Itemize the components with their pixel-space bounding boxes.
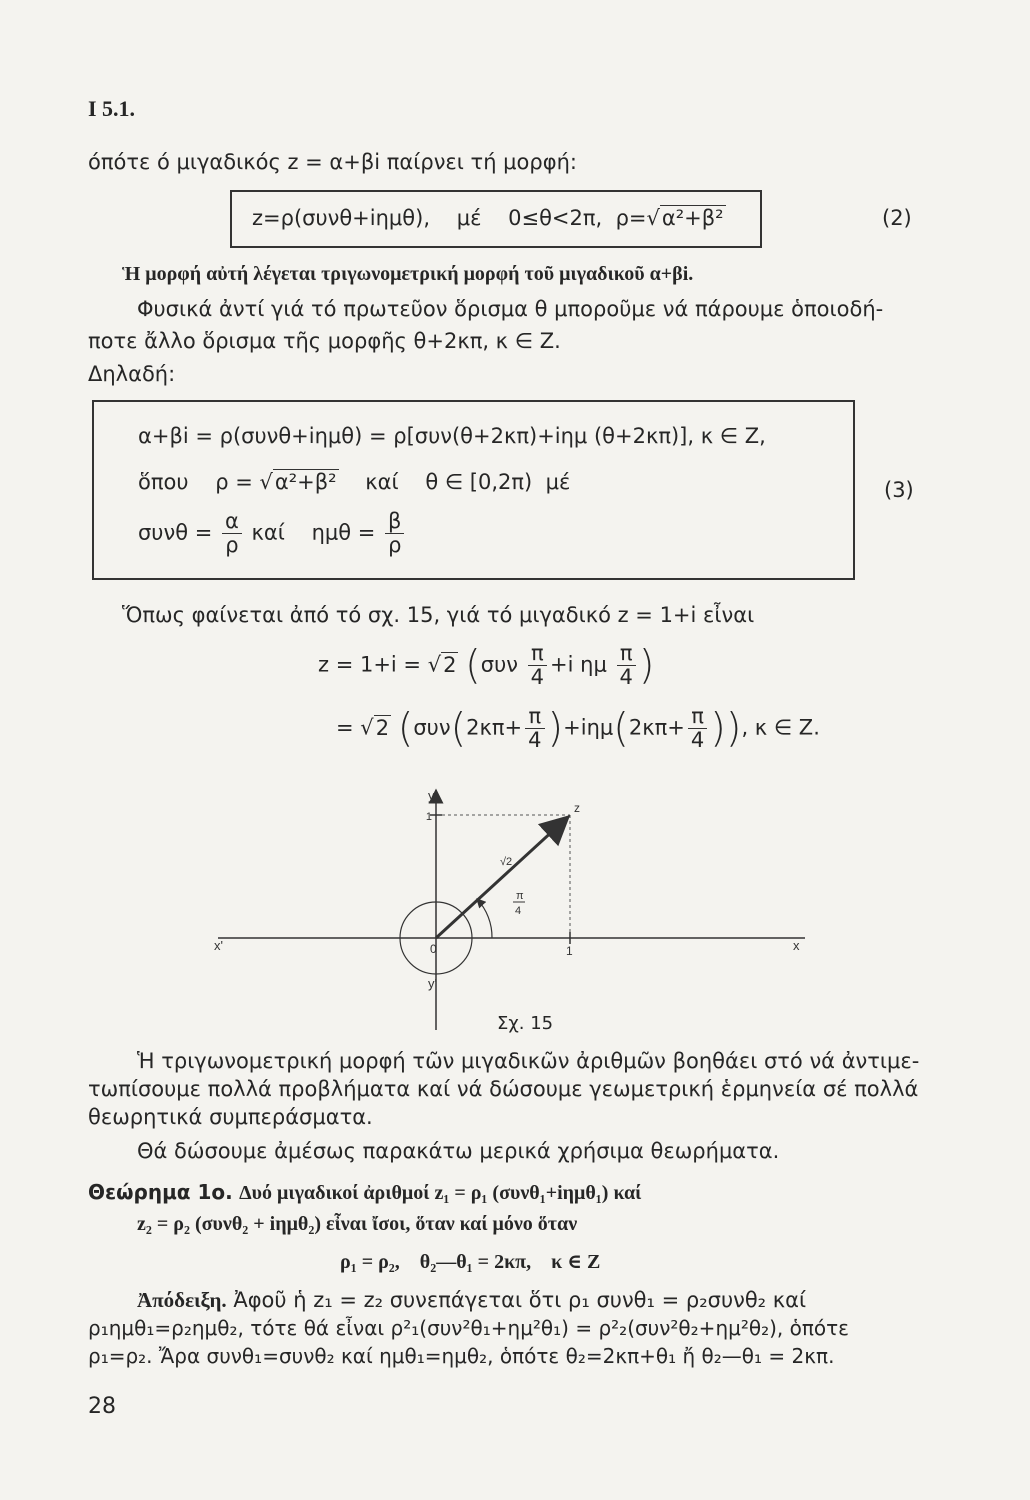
eq3-sin-den: ρ	[388, 533, 402, 558]
intro-line: όπότε ό μιγαδικός z = α+βi παίρνει τή μορφή:	[88, 150, 577, 174]
left-paren: (	[450, 705, 467, 752]
example-twokpi: 2κπ+	[466, 715, 523, 740]
eq3-sin-and: καί	[251, 520, 285, 545]
para1-line1: Φυσικά ἀντί γιά τό πρωτεῦον ὅρισμα θ μποροῦμε νά πάρουμε ὁποιοδή-	[137, 297, 884, 321]
example-l2-eq: =	[336, 715, 354, 740]
eq3-cos-fraction	[222, 510, 242, 557]
eq2-root: α²+β²	[661, 206, 724, 230]
proof-text1: Ἀφοῦ ἡ z₁ = z₂ συνεπάγεται ὅτι ρ₁ συνθ₁ = ρ₂συνθ₂ καί	[233, 1288, 807, 1312]
figure-15	[200, 780, 820, 1040]
sqrt-icon: √	[427, 652, 442, 677]
left-paren: (	[465, 642, 481, 689]
fig-one-x: 1	[566, 944, 573, 958]
pi-over-4-fraction	[528, 642, 547, 689]
four-den: 4	[528, 728, 542, 753]
eq2-z-form: z=ρ(συνθ+iημθ),	[252, 206, 430, 230]
eq2-theta-range: 0≤θ<2π,	[508, 206, 603, 230]
example-intro: Ὅπως φαίνεται ἀπό τό σχ. 15, γιά τό μιγαδικό z = 1+i εἶναι	[122, 603, 755, 627]
equation-2	[252, 206, 726, 230]
eq3-rho-prefix: ρ =	[215, 470, 253, 494]
example-cos: συν	[480, 652, 518, 677]
para2-line1: Ἡ τριγωνομετρική μορφή τῶν μιγαδικῶν ἀριθμῶν βοηθάει στό νά ἀντιμε-	[137, 1049, 920, 1073]
eq3-cos-lhs: συνθ =	[138, 520, 213, 545]
sqrt-icon: √	[259, 470, 273, 494]
theorem-text1: Δυό μιγαδικοί ἀριθμοί z₁ = ρ₁ (συνθ₁+iημθ₁) καί	[239, 1182, 642, 1204]
para2-line2: τωπίσουμε πολλά προβλήματα καί νά δώσουμε γεωμετρική ἑρμηνεία σέ πολλά	[88, 1077, 919, 1101]
eq3-line1: α+βi = ρ(συνθ+iημθ) = ρ[συν(θ+2κπ)+iημ (θ+2κπ)], κ ∈ Z,	[138, 424, 766, 448]
pi-num: π	[525, 705, 544, 729]
proof-title: Ἀπόδειξη.	[137, 1288, 227, 1312]
eq3-sin-lhs: ημθ =	[311, 520, 376, 545]
example-l1-lhs: z = 1+i =	[318, 652, 422, 677]
angle-arc	[477, 899, 492, 938]
theorem-line3: ρ₁ = ρ₂, θ₂—θ₁ = 2κπ, κ ∈ Z	[340, 1251, 601, 1273]
eq3-where: ὅπου	[138, 470, 189, 494]
fig-angle-num: π	[516, 890, 524, 902]
pi-num: π	[528, 642, 547, 666]
eq3-line3	[138, 510, 407, 557]
namely-label: Δηλαδή:	[88, 362, 176, 386]
theorem-line1	[88, 1180, 641, 1205]
example-twokpi: 2κπ+	[628, 715, 685, 740]
bold-statement: Ἡ μορφή αὐτή λέγεται τριγωνομετρική μορφή τοῦ μιγαδικοῦ α+βi.	[122, 263, 694, 285]
theorem-title: Θεώρημα 1ο.	[88, 1180, 233, 1204]
example-plus-i-sin: +i ημ	[550, 652, 607, 677]
section-label: I 5.1.	[88, 96, 136, 121]
eq3-theta-in: θ ∈ [0,2π)	[425, 470, 533, 494]
eq3-and: καί	[365, 470, 399, 494]
four-den: 4	[530, 665, 545, 690]
page-number: 28	[88, 1394, 116, 1419]
pi-over-4-fraction	[617, 642, 636, 689]
eq3-sin-num: β	[385, 510, 404, 534]
fig-angle-den: 4	[515, 905, 522, 917]
fig-z-label: z	[574, 801, 580, 815]
right-paren: )	[547, 705, 564, 752]
example-cos2: συν	[413, 715, 451, 740]
proof-line1	[137, 1288, 806, 1313]
eq3-sin-fraction	[385, 510, 404, 557]
proof-line3: ρ₁=ρ₂. Ἄρα συνθ₁=συνθ₂ καί ημθ₁=ημθ₂, ὁπότε θ₂=2κπ+θ₁ ἤ θ₂—θ₁ = 2κπ.	[88, 1344, 835, 1368]
figure-caption: Σχ. 15	[497, 1013, 554, 1034]
example-plus-i-sin2: +iημ	[563, 715, 614, 740]
fig-root2-label: √2	[500, 856, 513, 868]
eq2-with: μέ	[456, 206, 482, 230]
fig-one-y: 1	[425, 811, 432, 823]
eq3-root: α²+β²	[274, 470, 337, 494]
para3: Θά δώσουμε ἀμέσως παρακάτω μερικά χρήσιμα θεωρήματα.	[137, 1139, 780, 1163]
right-paren: )	[638, 642, 655, 689]
fig-x-label: x	[793, 938, 800, 953]
sqrt-icon: √	[646, 206, 660, 230]
eq2-rho-prefix: ρ=	[615, 206, 647, 230]
eq3-cos-num: α	[222, 510, 242, 534]
eq3-line2	[138, 470, 570, 494]
para1-line2: ποτε ἄλλο ὅρισμα τῆς μορφῆς θ+2κπ, κ ∈ Z.	[88, 329, 561, 353]
pi-over-4-fraction	[525, 705, 544, 752]
four-den: 4	[690, 728, 705, 753]
left-paren: (	[613, 705, 629, 752]
example-kZ: , κ ∈ Z.	[741, 715, 820, 740]
example-line2	[336, 705, 820, 752]
sqrt-icon: √	[360, 715, 374, 740]
theorem-line2: z₂ = ρ₂ (συνθ₂ + iημθ₂) εἶναι ἴσοι, ὅταν καί μόνο ὅταν	[137, 1213, 578, 1235]
left-paren: (	[397, 705, 414, 752]
para2-line3: θεωρητικά συμπεράσματα.	[88, 1105, 373, 1129]
example-root2: 2	[443, 652, 457, 677]
example-root2: 2	[375, 715, 390, 740]
right-paren: ))	[710, 705, 742, 752]
eq3-with: μέ	[545, 470, 571, 494]
fig-y-prime-label: y'	[428, 976, 437, 991]
eq3-cos-den: ρ	[225, 533, 239, 558]
fig-y-label: y	[428, 788, 435, 803]
equation-2-box	[230, 190, 762, 248]
four-den: 4	[619, 665, 633, 690]
fig-origin: 0	[430, 942, 437, 956]
example-line1	[318, 642, 655, 689]
pi-over-4-fraction	[688, 705, 707, 752]
equation-2-label: (2)	[882, 206, 912, 230]
fig-x-prime-label: x'	[214, 938, 223, 953]
proof-line2: ρ₁ημθ₁=ρ₂ημθ₂, τότε θά εἶναι ρ²₁(συν²θ₁+ημ²θ₁) = ρ²₂(συν²θ₂+ημ²θ₂), ὁπότε	[88, 1316, 849, 1340]
equation-3-label: (3)	[884, 478, 914, 502]
pi-num: π	[617, 642, 636, 666]
equation-3-box	[92, 400, 855, 580]
pi-num: π	[688, 705, 707, 729]
z-vector	[436, 817, 568, 938]
